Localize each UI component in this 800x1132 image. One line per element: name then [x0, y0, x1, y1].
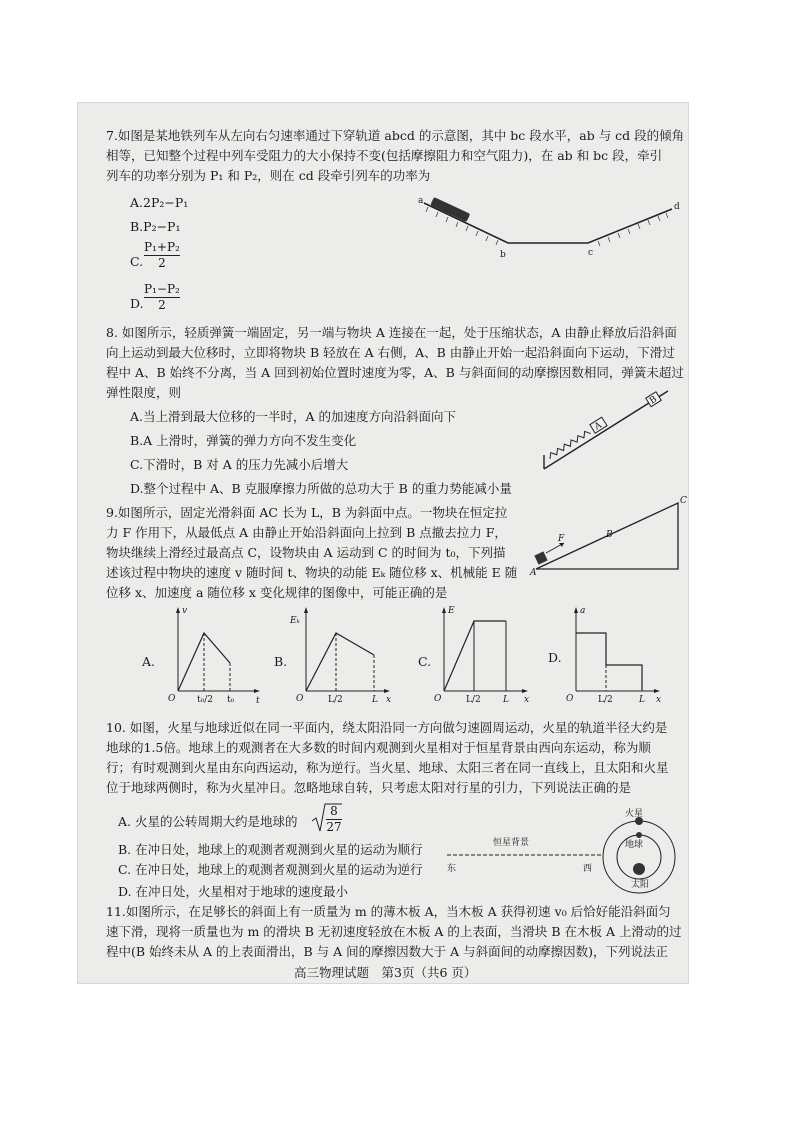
q8-option-d: D.整个过程中 A、B 克服摩擦力所做的总功大于 B 的重力势能减小量 — [130, 481, 512, 496]
q10-stem-line2: 地球的1.5倍。地球上的观测者在大多数的时间内观测到火星相对于恒星背景由西向东运动，称为顺 — [106, 740, 651, 755]
q9-graph-a-mid: t₀/2 — [197, 695, 213, 705]
q9-graph-a-origin: O — [168, 694, 176, 704]
q9-stem-line4: 述该过程中物块的速度 v 随时间 t、物块的动能 Eₖ 随位移 x、机械能 E 随 — [106, 565, 518, 580]
q10-option-a-denominator: 27 — [326, 820, 342, 834]
q9-stem-line2: 力 F 作用下，从最低点 A 由静止开始沿斜面向上拉到 B 点撤去拉力 F， — [106, 525, 507, 540]
q8-option-b: B.A 上滑时，弹簧的弹力方向不发生变化 — [130, 433, 357, 448]
q9-stem-line1: 9.如图所示，固定光滑斜面 AC 长为 L，B 为斜面中点。一物块在恒定拉 — [106, 505, 508, 520]
q9-label-a: A — [530, 568, 537, 578]
q10-stem-line3: 行；有时观测到火星由东向西运动，称为逆行。当火星、地球、太阳三者在同一直线上，且太阳和火星 — [106, 760, 669, 775]
q7-track-diagram — [416, 195, 686, 265]
q9-graph-a-x: t — [256, 696, 260, 706]
q11-stem-line2: 速下滑，现将一质量也为 m 的滑块 B 无初速度轻放在木板 A 的上表面，当滑块 B 在木板 A 上滑动的过 — [106, 924, 682, 939]
q9-graph-d-label: D. — [548, 650, 562, 665]
q10-label-mars: 火星 — [625, 809, 644, 819]
q7-option-d-numerator: P₁−P₂ — [144, 282, 180, 296]
exam-page — [78, 103, 688, 983]
q8-incline-diagram — [538, 385, 678, 475]
q9-graph-a-y: v — [182, 606, 188, 616]
q7-label-b: b — [500, 250, 506, 260]
q9-graph-a-label: A. — [142, 654, 156, 669]
q10-label-sun: 太阳 — [631, 880, 650, 890]
q9-label-b: B — [606, 530, 613, 540]
q10-option-a-text: A. 火星的公转周期大约是地球的 — [118, 814, 298, 829]
q9-graph-c-origin: O — [434, 694, 442, 704]
q7-stem-line3: 列车的功率分别为 P₁ 和 P₂，则在 cd 段牵引列车的功率为 — [106, 168, 431, 183]
q9-graph-d-end: L — [639, 695, 645, 705]
q10-label-star-bg: 恒星背景 — [493, 838, 530, 848]
q9-graph-b-mid: L/2 — [328, 695, 343, 705]
q9-label-f: F — [558, 534, 565, 544]
q9-graph-a-end: t₀ — [227, 695, 235, 705]
q10-option-a-fraction — [326, 805, 342, 834]
q7-option-c-fraction — [144, 241, 180, 270]
q7-label-c: c — [588, 248, 594, 258]
q9-graph-c-mid: L/2 — [466, 695, 481, 705]
q10-orbit-diagram — [443, 811, 683, 897]
q8-stem-line4: 弹性限度，则 — [106, 385, 182, 400]
q9-graph-d — [566, 603, 666, 703]
q9-stem-line5: 位移 x、加速度 a 随位移 x 变化规律的图像中，可能正确的是 — [106, 585, 448, 600]
q10-label-earth: 地球 — [625, 840, 644, 850]
q10-option-a-numerator: 8 — [330, 804, 338, 818]
q10-option-b: B. 在冲日处，地球上的观测者观测到火星的运动为顺行 — [118, 842, 423, 857]
q8-stem-line2: 向上运动到最大位移时，立即将物块 B 轻放在 A 右侧，A、B 由静止开始一起沿斜面向下运动，下滑过 — [106, 345, 675, 360]
q9-graph-c-label: C. — [418, 654, 432, 669]
q9-graph-b-y: Eₖ — [290, 616, 300, 626]
q9-graph-c-x: x — [524, 695, 530, 705]
q9-graph-d-x: x — [656, 695, 662, 705]
q7-label-a: a — [418, 196, 424, 206]
q8-label-a: A — [592, 420, 604, 433]
q7-option-d-label: D. — [130, 296, 144, 311]
q9-incline-diagram — [530, 495, 687, 578]
q7-option-d-fraction — [144, 283, 180, 312]
q7-option-b: B.P₂−P₁ — [130, 219, 181, 234]
q9-graph-a — [168, 603, 263, 706]
q10-sqrt-sign — [312, 803, 326, 833]
q9-graph-b — [290, 603, 396, 705]
q7-option-c-label: C. — [130, 254, 144, 269]
q7-stem-line2: 相等，已知整个过程中列车受阻力的大小保持不变(包括摩擦阻力和空气阻力)，在 ab 和 bc 段，牵引 — [106, 148, 663, 163]
q9-graph-b-x: x — [386, 695, 392, 705]
q7-option-d-denominator: 2 — [158, 298, 166, 312]
q9-graph-b-label: B. — [274, 654, 288, 669]
q9-graph-c — [434, 603, 534, 703]
q9-graph-d-mid: L/2 — [598, 695, 613, 705]
q9-label-c: C — [680, 496, 687, 506]
q11-stem-line1: 11.如图所示，在足够长的斜面上有一质量为 m 的薄木板 A，当木板 A 获得初速 v₀ 后恰好能沿斜面匀 — [106, 904, 671, 919]
q10-option-d: D. 在冲日处，火星相对于地球的速度最小 — [118, 884, 349, 899]
q10-option-c: C. 在冲日处，地球上的观测者观测到火星的运动为逆行 — [118, 862, 423, 877]
q10-label-east: 东 — [447, 864, 457, 874]
q9-graph-b-origin: O — [296, 694, 304, 704]
q8-option-a: A.当上滑到最大位移的一半时，A 的加速度方向沿斜面向下 — [130, 409, 457, 424]
q10-stem-line4: 位于地球两侧时，称为火星冲日。忽略地球自转，只考虑太阳对行星的引力，下列说法正确的是 — [106, 780, 632, 795]
q10-label-west: 西 — [583, 864, 593, 874]
q7-stem-line1: 7.如图是某地铁列车从左向右匀速率通过下穿轨道 abcd 的示意图，其中 bc 段水平，ab 与 cd 段的倾角 — [106, 128, 685, 143]
q11-stem-line3: 程中(B 始终未从 A 的上表面滑出，B 与 A 间的摩擦因数大于 A 与斜面间的动摩擦因数)，下列说法正 — [106, 944, 668, 959]
q9-graph-c-y: E — [448, 606, 455, 616]
q9-stem-line3: 物块继续上滑经过最高点 C，设物块由 A 运动到 C 的时间为 t₀，下列描 — [106, 545, 506, 560]
page-footer: 高三物理试题 第3页（共6 页） — [294, 965, 477, 980]
q9-graph-d-y: a — [580, 606, 586, 616]
q9-graph-b-end: L — [372, 695, 378, 705]
q7-label-d: d — [674, 202, 680, 212]
q7-option-c-denominator: 2 — [158, 256, 166, 270]
q8-label-b: B — [647, 394, 659, 407]
q8-stem-line1: 8. 如图所示，轻质弹簧一端固定，另一端与物块 A 连接在一起，处于压缩状态，A 由静止释放后沿斜面 — [106, 325, 677, 340]
q9-graph-d-origin: O — [566, 694, 574, 704]
q9-graph-c-end: L — [503, 695, 509, 705]
q7-option-c-numerator: P₁+P₂ — [144, 240, 180, 254]
q8-option-c: C.下滑时，B 对 A 的压力先减小后增大 — [130, 457, 349, 472]
q7-option-a: A.2P₂−P₁ — [130, 195, 189, 210]
q10-stem-line1: 10. 如图，火星与地球近似在同一平面内，绕太阳沿同一方向做匀速圆周运动，火星的轨道半径大约是 — [106, 720, 668, 735]
q8-stem-line3: 程中 A、B 始终不分离，当 A 回到初始位置时速度为零，A、B 与斜面间的动摩擦因数相同，弹簧未超过 — [106, 365, 684, 380]
